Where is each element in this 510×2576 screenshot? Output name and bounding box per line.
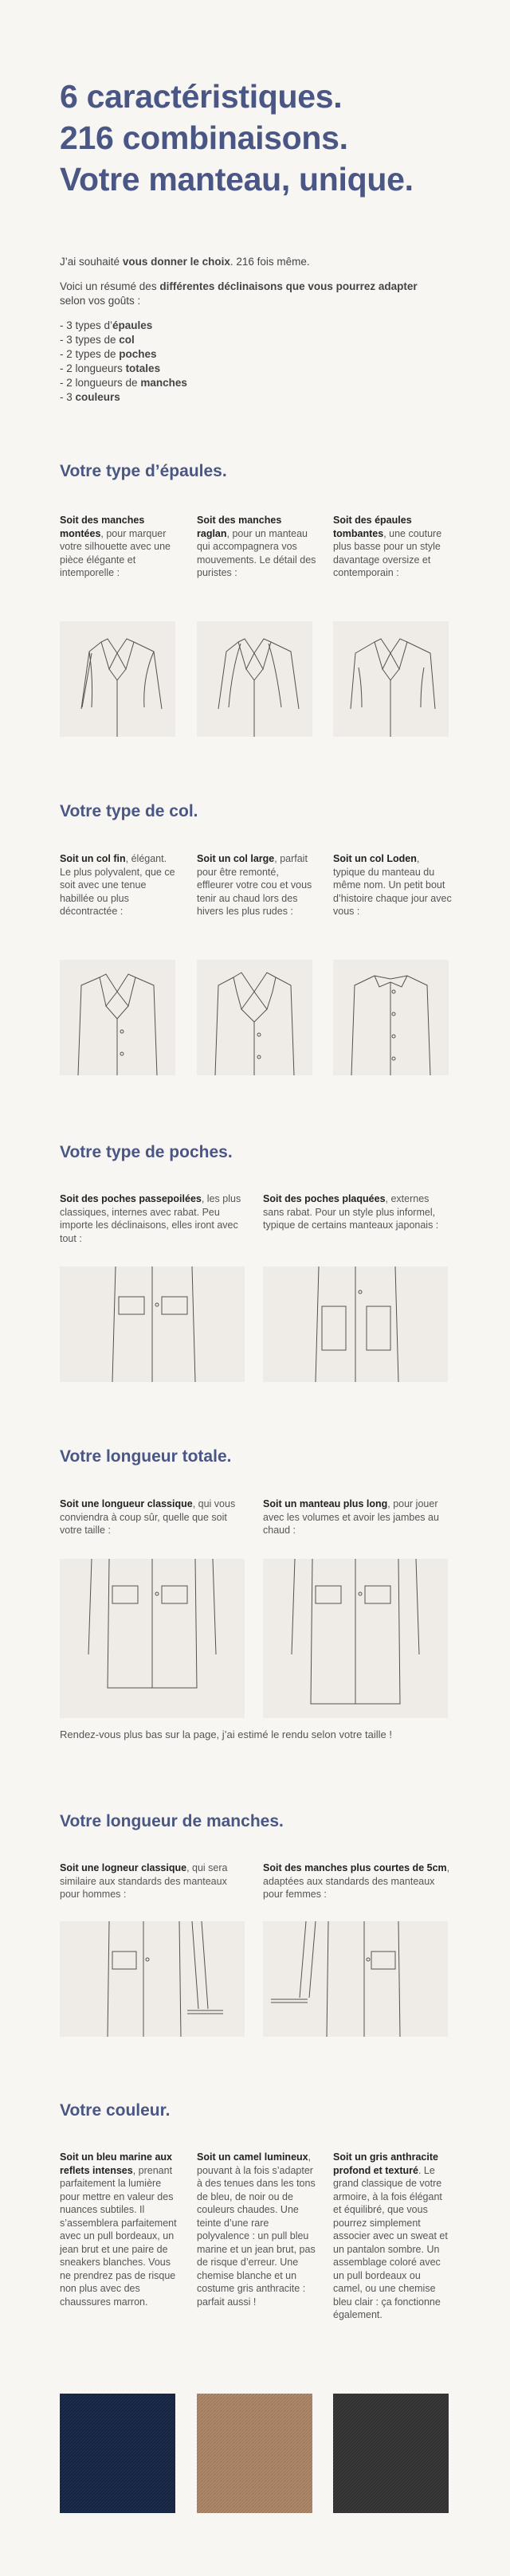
short-sleeve-illustration xyxy=(263,1921,448,2037)
intro-text: selon vos goûts : xyxy=(60,295,141,307)
section-title-shoulders: Votre type d’épaules. xyxy=(60,462,227,480)
shoulders-option-3: Soit des épaules tombantes, une couture plus basse pour un style davantage oversize et contemporain : xyxy=(333,515,442,578)
title-line-2: 216 combinaisons. xyxy=(60,119,348,156)
dropped-shoulder-illustration xyxy=(333,621,449,737)
length-option-1: Soit une longueur classique, qui vous conviendra à coup sûr, quelle que soit votre taille : xyxy=(60,1498,236,1536)
options-list xyxy=(60,319,426,405)
thin-collar-illustration xyxy=(60,960,175,1075)
color-option-1: Soit un bleu marine aux reflets intenses, prenant parfaitement la lumière pour mettre en valeur des nuances subtiles. Il s’assemblera parfaitement avec un pull bordeaux, un jean brut et une paire de sneakers blanches. Vous ne prendrez pas de risque non plus avec des chaussures marron. xyxy=(60,2151,177,2308)
length-footnote: Rendez-vous plus bas sur la page, j’ai estimé le rendu selon votre taille ! xyxy=(60,1728,392,1740)
list-item: - 3 couleurs xyxy=(60,391,120,403)
list-item: - 2 longueurs de manches xyxy=(60,377,187,389)
intro xyxy=(60,255,426,405)
pockets-option-1: Soit des poches passepoilées, les plus classiques, internes avec rabat. Peu importe les déclinaisons, elles iront avec tout : xyxy=(60,1193,241,1244)
navy-fabric-swatch xyxy=(60,2394,175,2513)
camel-fabric-swatch xyxy=(197,2394,312,2513)
patch-pockets-illustration xyxy=(263,1266,448,1382)
intro-text: Voici un résumé des xyxy=(60,280,160,292)
collar-option-3: Soit un col Loden, typique du manteau du même nom. Un petit bout d’histoire chaque jour avec vous : xyxy=(333,853,452,917)
list-item: - 2 types de poches xyxy=(60,348,157,360)
sleeves-option-2: Soit des manches plus courtes de 5cm, adaptées aux standards des manteaux pour femmes : xyxy=(263,1862,450,1900)
list-item: - 2 longueurs totales xyxy=(60,362,161,374)
title-line-3: Votre manteau, unique. xyxy=(60,161,414,198)
long-length-illustration xyxy=(263,1559,448,1718)
list-item: - 3 types de col xyxy=(60,334,135,346)
page-title xyxy=(60,76,474,200)
color-option-3: Soit un gris anthracite profond et texturé. Le grand classique de votre armoire, à la fois élégant et équilibré, que vous pourrez simplement associer avec un sweat et un pantalon sombre. Un assemblage coloré avec un pull bordeaux ou camel, ou une chemise bleu clair : ça fonctionne également. xyxy=(333,2151,448,2320)
set-in-sleeve-illustration xyxy=(60,621,175,737)
raglan-sleeve-illustration xyxy=(197,621,312,737)
intro-paragraph-1 xyxy=(60,255,426,269)
list-item: - 3 types d’épaules xyxy=(60,319,153,331)
intro-bold: différentes déclinaisons que vous pourrez adapter xyxy=(159,280,418,292)
anthracite-fabric-swatch xyxy=(333,2394,449,2513)
intro-text: . 216 fois même. xyxy=(230,256,310,268)
shoulders-option-1: Soit des manches montées, pour marquer votre silhouette avec une pièce élégante et intemporelle : xyxy=(60,515,171,578)
intro-bold: vous donner le choix xyxy=(122,256,230,268)
collar-option-2: Soit un col large, parfait pour être remonté, effleurer votre cou et vous tenir au chaud lors des hivers les plus rudes : xyxy=(197,853,312,917)
collar-option-1: Soit un col fin, élégant. Le plus polyvalent, que ce soit avec une tenue habillée ou plus décontractée : xyxy=(60,853,175,917)
intro-text: J’ai souhaité xyxy=(60,256,123,268)
length-option-2: Soit un manteau plus long, pour jouer avec les volumes et avoir les jambes au chaud : xyxy=(263,1498,439,1536)
section-title-length: Votre longueur totale. xyxy=(60,1447,232,1466)
intro-paragraph-2 xyxy=(60,280,426,308)
section-title-pockets: Votre type de poches. xyxy=(60,1143,233,1161)
wide-collar-illustration xyxy=(197,960,312,1075)
pockets-option-2: Soit des poches plaquées, externes sans rabat. Pour un style plus informel, typique de certains manteaux japonais : xyxy=(263,1193,439,1231)
section-title-color: Votre couleur. xyxy=(60,2101,171,2120)
classic-length-illustration xyxy=(60,1559,245,1718)
piped-pockets-illustration xyxy=(60,1266,245,1382)
section-title-sleeves: Votre longueur de manches. xyxy=(60,1812,284,1830)
loden-collar-illustration xyxy=(333,960,449,1075)
title-line-1: 6 caractéristiques. xyxy=(60,78,343,115)
section-title-collar: Votre type de col. xyxy=(60,802,198,820)
shoulders-option-2: Soit des manches raglan, pour un manteau qui accompagnera vos mouvements. Le détail des puristes : xyxy=(197,515,316,578)
sleeves-option-1: Soit une logneur classique, qui sera similaire aux standards des manteaux pour hommes : xyxy=(60,1862,228,1900)
color-option-2: Soit un camel lumineux, pouvant à la fois s’adapter à des tenues dans les tons de bleu, de noir ou de couleurs chaudes. Une teinte d’une rare polyvalence : un pull bleu marine et un jean brut, pas de risque d’erreur. Une chemise blanche et un costume gris anthracite : parfait aussi ! xyxy=(197,2151,316,2308)
classic-sleeve-illustration xyxy=(60,1921,245,2037)
